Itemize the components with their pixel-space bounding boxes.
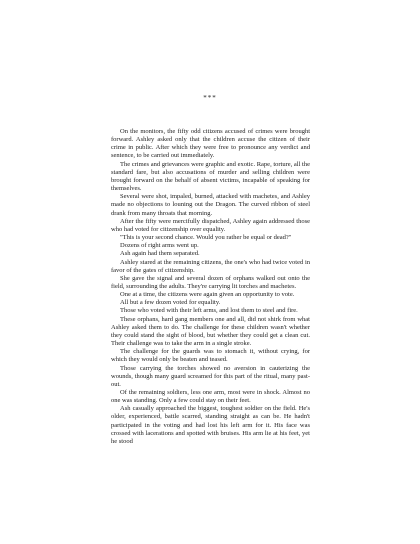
paragraph: Several were shot, impaled, burned, attacked with machetes, and Ashley made no objections to louning out the Dragon. The curved ribbon of steel drank from many throats that morning. xyxy=(111,193,310,217)
paragraph: All but a few dozen voted for equality. xyxy=(120,299,221,307)
paragraph: Dozens of right arms went up. xyxy=(120,242,199,250)
paragraph: She gave the signal and several dozen of orphans walked out onto the field, surrounding the adults. They're carrying lit torches and machetes. xyxy=(111,274,310,290)
paragraph: On the monitors, the fifty odd citizens accused of crimes were brought forward. Ashley asked only that the children accuse the citizen of their crime in public. After which they were free to pronounce any verdict and sentence, to be carried out immediately. xyxy=(111,128,310,160)
paragraph: Ash casually approached the biggest, toughest soldier on the field. He's older, experienced, battle scarred, standing straight as can be. He hadn't participated in the voting and had lost his left arm for it. His face was crossed with lacerations and spotted with bruises. His arm lie at his feet, yet he stood xyxy=(111,405,310,445)
paragraph: Ash again had them separated. xyxy=(120,250,200,258)
paragraph: The challenge for the guards was to stomach it, without crying, for which they would only be beaten and teased. xyxy=(111,348,310,364)
paragraph: Ashley stared at the remaining citizens, the one's who had twice voted in favor of the gates of citizenship. xyxy=(111,258,310,274)
paragraph: After the fifty were mercifully dispatched, Ashley again addressed those who had voted for citizenship over equality. xyxy=(111,217,310,233)
paragraph: "This is your second chance. Would you rather be equal or dead?" xyxy=(120,234,292,242)
paragraph: Those who voted with their left arms, and lost them to steel and fire. xyxy=(120,307,298,315)
body-text xyxy=(111,128,310,446)
paragraph: Those carrying the torches showed no aversion in cauterizing the wounds, though many guard screamed for this part of the ritual, many past-out. xyxy=(111,364,310,388)
paragraph: One at a time, the citizens were again given an opportunity to vote. xyxy=(120,291,295,299)
paragraph: The crimes and grievances were graphic and exotic. Rape, torture, all the standard fare, but also accusations of murder and selling children were brought forward on the behalf of absent victims, incapable of speaking for themselves. xyxy=(111,160,310,193)
paragraph: These orphans, hard gang members one and all, did not shirk from what Ashley asked them to do. The challenge for these children wasn't whether they could stand the sight of blood, but whether they could get a clean cut. Their challenge was to take the arm in a single stroke. xyxy=(111,315,310,348)
paragraph: Of the remaining soldiers, less one arm, most were in shock. Almost no one was standing. Only a few could stay on their feet. xyxy=(111,389,310,405)
section-separator: *** xyxy=(203,94,217,102)
